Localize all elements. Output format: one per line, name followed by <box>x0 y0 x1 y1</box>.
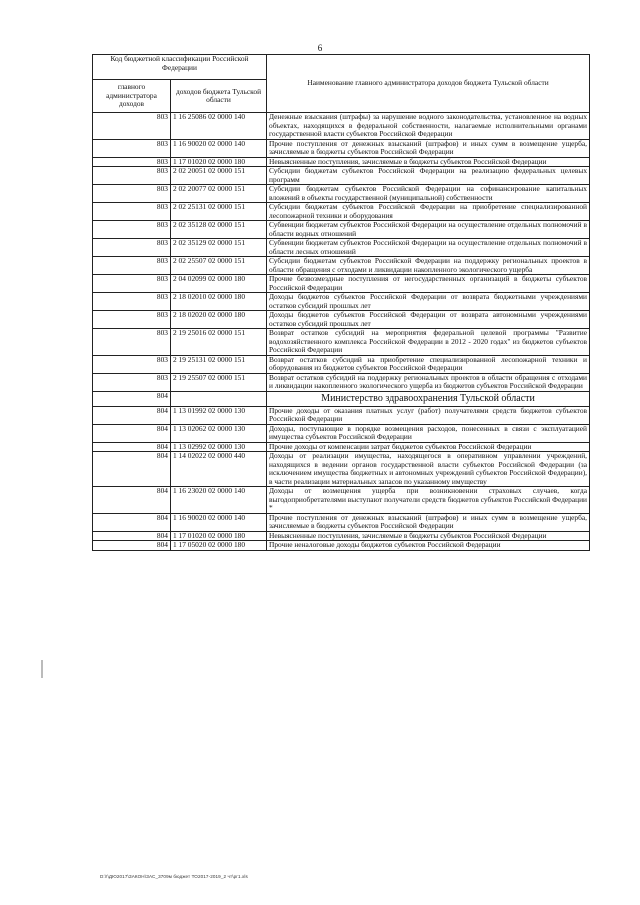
admin-code-cell: 803 <box>93 355 171 373</box>
revenue-name-cell: Возврат остатков субсидий на мероприятия федеральной целевой программы "Развитие водохозяйственного комплекса Российской Федерации в 2012 - 2020 годах" из бюджетов субъектов Российской Федерации <box>267 329 590 356</box>
revenue-name-cell: Прочие поступления от денежных взысканий (штрафов) и иных сумм в возмещение ущерба, зачисляемые в бюджеты субъектов Российской Федерации <box>267 139 590 157</box>
admin-code-cell: 804 <box>93 406 171 424</box>
revenue-name-cell: Субсидии бюджетам субъектов Российской Федерации на приобретение специализированной лесопожарной техники и оборудования <box>267 203 590 221</box>
table-row <box>93 239 590 257</box>
admin-code-cell: 804 <box>93 424 171 442</box>
table-row <box>93 113 590 140</box>
table-row <box>93 275 590 293</box>
empty-code-cell <box>171 391 267 406</box>
revenue-code-cell: 2 02 25131 02 0000 151 <box>171 203 267 221</box>
revenue-name-cell: Субсидии бюджетам субъектов Российской Федерации на поддержку региональных проектов в области обращения с отходами и ликвидации накопленного экологического ущерба <box>267 257 590 275</box>
revenue-code-cell: 2 02 35128 02 0000 151 <box>171 221 267 239</box>
revenue-name-cell: Доходы от возмещения ущерба при возникновении страховых случаев, когда выгодоприобретателями выступают получатели средств бюджетов субъектов Российской Федерации * <box>267 487 590 514</box>
admin-code-cell: 803 <box>93 157 171 167</box>
revenue-name-cell: Доходы бюджетов субъектов Российской Федерации от возврата бюджетными учреждениями остатков субсидий прошлых лет <box>267 293 590 311</box>
table-row <box>93 452 590 487</box>
ministry-name: Министерство здравоохранения Тульской области <box>267 391 590 406</box>
revenue-code-cell: 1 13 01992 02 0000 130 <box>171 406 267 424</box>
table-row <box>93 139 590 157</box>
revenue-code-cell: 1 16 23020 02 0000 140 <box>171 487 267 514</box>
admin-code-cell: 803 <box>93 221 171 239</box>
admin-code-cell: 803 <box>93 373 171 391</box>
table-row <box>93 329 590 356</box>
revenue-code-cell: 1 13 02062 02 0000 130 <box>171 424 267 442</box>
revenue-name-cell: Прочие доходы от оказания платных услуг (работ) получателями средств бюджетов субъектов Российской Федерации <box>267 406 590 424</box>
revenue-name-cell: Субсидии бюджетам субъектов Российской Федерации на реализацию федеральных целевых программ <box>267 167 590 185</box>
admin-code-cell: 804 <box>93 513 171 531</box>
revenue-code-cell: 1 14 02022 02 0000 440 <box>171 452 267 487</box>
admin-code-cell: 804 <box>93 531 171 541</box>
revenue-code-cell: 1 13 02992 02 0000 130 <box>171 442 267 452</box>
revenue-code-cell: 1 16 25086 02 0000 140 <box>171 113 267 140</box>
code-group-header: Код бюджетной классификации Российской Федерации <box>93 55 267 80</box>
admin-code-cell: 804 <box>93 487 171 514</box>
revenue-name-cell: Доходы от реализации имущества, находящегося в оперативном управлении учреждений, находящихся в ведении органов государственной власти субъектов Российской Федерации (за исключением имущества бюджетных и автономных учреждений субъектов Российской Федерации), в части реализации материальных запасов по указанному имуществу <box>267 452 590 487</box>
revenue-code-cell: 2 18 02020 02 0000 180 <box>171 311 267 329</box>
table-row <box>93 541 590 551</box>
revenue-name-cell: Прочие доходы от компенсации затрат бюджетов субъектов Российской Федерации <box>267 442 590 452</box>
admin-code-cell: 804 <box>93 442 171 452</box>
revenue-name-cell: Денежные взыскания (штрафы) за нарушение водного законодательства, установленное на водных объектах, находящихся в федеральной собственности, налагаемые исполнительными органами государственной власти субъектов Российской Федерации <box>267 113 590 140</box>
table-row <box>93 167 590 185</box>
table-row <box>93 293 590 311</box>
revenue-name-cell: Возврат остатков субсидий на приобретение специализированной лесопожарной техники и оборудования из бюджетов субъектов Российской Федерации <box>267 355 590 373</box>
revenue-code-cell: 2 19 25507 02 0000 151 <box>171 373 267 391</box>
revenue-code-cell: 2 19 25131 02 0000 151 <box>171 355 267 373</box>
admin-code-cell: 803 <box>93 113 171 140</box>
revenue-name-cell: Доходы бюджетов субъектов Российской Федерации от возврата автономными учреждениями остатков субсидий прошлых лет <box>267 311 590 329</box>
revenue-name-cell: Невыясненные поступления, зачисляемые в бюджеты субъектов Российской Федерации <box>267 531 590 541</box>
table-row <box>93 424 590 442</box>
revenue-code-cell: 1 16 90020 02 0000 140 <box>171 139 267 157</box>
revenue-name-cell: Невыясненные поступления, зачисляемые в бюджеты субъектов Российской Федерации <box>267 157 590 167</box>
revenue-administrators-table <box>92 54 590 551</box>
revenue-name-cell: Субвенции бюджетам субъектов Российской Федерации на осуществление отдельных полномочий в области водных отношений <box>267 221 590 239</box>
revenue-code-cell: 1 17 05020 02 0000 180 <box>171 541 267 551</box>
admin-code-cell: 803 <box>93 139 171 157</box>
revenue-name-cell: Прочие неналоговые доходы бюджетов субъектов Российской Федерации <box>267 541 590 551</box>
admin-code-cell: 804 <box>93 391 171 406</box>
admin-code-cell: 803 <box>93 275 171 293</box>
revenue-code-cell: 2 18 02010 02 0000 180 <box>171 293 267 311</box>
admin-column-header: главного администратора доходов <box>93 80 171 113</box>
revenue-code-cell: 1 16 90020 02 0000 140 <box>171 513 267 531</box>
revenue-code-cell: 2 02 35129 02 0000 151 <box>171 239 267 257</box>
table-row <box>93 257 590 275</box>
table-row <box>93 203 590 221</box>
table-row <box>93 221 590 239</box>
revenue-name-cell: Прочие безвозмездные поступления от негосударственных организаций в бюджеты субъектов Российской Федерации <box>267 275 590 293</box>
admin-code-cell: 804 <box>93 541 171 551</box>
file-path-footer: D:\!\ДЮ2017\ЗАКОН\ЗАС_3709м бюджет ТО2017-2019_2 чт\рг1.xls <box>100 874 248 879</box>
revenue-code-cell: 2 02 20077 02 0000 151 <box>171 185 267 203</box>
revenue-name-cell: Субсидии бюджетам субъектов Российской Федерации на софинансирование капитальных вложений в объекты государственной (муниципальной) собственности <box>267 185 590 203</box>
revenue-code-cell: 2 02 20051 02 0000 151 <box>171 167 267 185</box>
admin-code-cell: 803 <box>93 311 171 329</box>
table-row <box>93 185 590 203</box>
table-row <box>93 487 590 514</box>
revenue-name-cell: Субвенции бюджетам субъектов Российской Федерации на осуществление отдельных полномочий в области лесных отношений <box>267 239 590 257</box>
page-number: 6 <box>317 43 323 53</box>
table-row <box>93 373 590 391</box>
revenue-name-cell: Прочие поступления от денежных взысканий (штрафов) и иных сумм в возмещение ущерба, зачисляемые в бюджеты субъектов Российской Федерации <box>267 513 590 531</box>
admin-code-cell: 803 <box>93 167 171 185</box>
admin-code-cell: 804 <box>93 452 171 487</box>
admin-code-cell: 803 <box>93 203 171 221</box>
admin-code-cell: 803 <box>93 185 171 203</box>
admin-code-cell: 803 <box>93 293 171 311</box>
admin-code-cell: 803 <box>93 239 171 257</box>
revenue-code-cell: 2 19 25016 02 0000 151 <box>171 329 267 356</box>
revenue-column-header: доходов бюджета Тульской области <box>171 80 267 113</box>
admin-code-cell: 803 <box>93 329 171 356</box>
revenue-code-cell: 1 17 01020 02 0000 180 <box>171 531 267 541</box>
revenue-code-cell: 2 04 02099 02 0000 180 <box>171 275 267 293</box>
name-column-header: Наименование главного администратора доходов бюджета Тульской области <box>267 55 590 113</box>
table-row <box>93 513 590 531</box>
revenue-code-cell: 2 02 25507 02 0000 151 <box>171 257 267 275</box>
table-row <box>93 311 590 329</box>
revenue-name-cell: Возврат остатков субсидий на поддержку региональных проектов в области обращения с отходами и ликвидации накопленного экологического ущерба из бюджетов субъектов Российской Федерации <box>267 373 590 391</box>
table-row <box>93 355 590 373</box>
admin-code-cell: 803 <box>93 257 171 275</box>
revenue-code-cell: 1 17 01020 02 0000 180 <box>171 157 267 167</box>
table-row <box>93 406 590 424</box>
scan-artifact <box>41 660 43 678</box>
ministry-row <box>93 391 590 406</box>
revenue-name-cell: Доходы, поступающие в порядке возмещения расходов, понесенных в связи с эксплуатацией имущества субъектов Российской Федерации <box>267 424 590 442</box>
